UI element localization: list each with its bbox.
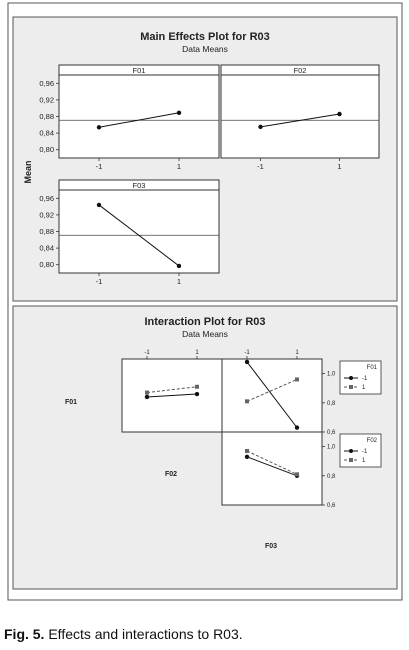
factor-label-f01: F01	[64, 399, 78, 406]
main-effects-panel-f03	[39, 180, 219, 286]
data-point	[145, 395, 149, 399]
data-point	[245, 455, 249, 459]
main-effects-subtitle: Data Means	[182, 44, 228, 54]
interaction-title: Interaction Plot for R03	[144, 316, 266, 328]
interaction-background	[13, 306, 397, 589]
y-tick-label: 0,8	[327, 400, 336, 407]
legend-marker	[349, 385, 353, 389]
interaction-panel-1	[122, 350, 222, 432]
panel-frame	[59, 65, 219, 158]
legend-f01	[340, 361, 381, 394]
y-tick-label: 1,0	[327, 444, 336, 451]
data-point	[195, 392, 199, 396]
data-point	[97, 125, 101, 129]
panel-strip-label: F02	[293, 66, 307, 75]
y-tick-label: 0,96	[39, 78, 54, 88]
interaction-subtitle: Data Means	[182, 329, 228, 339]
legend-title: F02	[366, 438, 377, 444]
panel-frame	[59, 180, 219, 273]
data-point	[195, 385, 199, 389]
legend-marker	[349, 449, 353, 453]
figure-caption	[4, 626, 243, 642]
y-tick-label: 0,6	[327, 503, 336, 509]
main-effects-title: Main Effects Plot for R03	[140, 31, 270, 43]
data-point	[177, 111, 181, 115]
legend-entry-label: 1	[362, 385, 366, 391]
y-tick-label: 0,96	[39, 193, 54, 203]
factor-label-f02: F02	[164, 471, 178, 478]
data-point	[97, 203, 101, 207]
legend-entry-label: -1	[362, 449, 368, 455]
legend-entry-label: -1	[362, 376, 368, 382]
caption-text: Effects and interactions to R03.	[48, 626, 243, 642]
legend-marker	[349, 458, 353, 462]
data-point	[295, 472, 299, 476]
y-tick-label: 0,8	[327, 473, 336, 480]
x-tick-label: -1	[95, 162, 103, 171]
x-tick-label: -1	[244, 350, 250, 356]
panel-strip-label: F03	[132, 181, 146, 190]
data-point	[295, 425, 299, 429]
legend-marker	[349, 376, 353, 380]
panel-frame	[222, 432, 322, 505]
panel-frame	[221, 65, 379, 158]
y-tick-label: 0,92	[39, 210, 54, 220]
x-tick-label: -1	[95, 277, 103, 286]
data-point	[295, 377, 299, 381]
main-effects-panel-f02	[221, 65, 379, 171]
x-tick-label: 1	[295, 350, 299, 356]
data-point	[258, 125, 262, 129]
factor-label-f03: F03	[264, 543, 278, 550]
y-tick-label: 0,80	[39, 260, 54, 270]
y-tick-label: 0,88	[39, 227, 54, 236]
main-effects-ylabel: Mean	[23, 160, 33, 184]
data-point	[337, 112, 341, 116]
x-tick-label: -1	[257, 162, 264, 171]
x-tick-label: 1	[337, 162, 342, 171]
panel-strip-label: F01	[132, 66, 146, 75]
data-point	[177, 264, 181, 268]
interaction-panel-3	[222, 432, 336, 509]
y-tick-label: 0,80	[39, 145, 54, 155]
y-tick-label: 0,84	[39, 128, 54, 138]
legend-entry-label: 1	[362, 458, 366, 464]
y-tick-label: 1,0	[327, 371, 336, 378]
main-effects-panel-f01	[39, 65, 219, 171]
data-point	[245, 360, 249, 364]
x-tick-label: -1	[144, 350, 150, 356]
x-tick-label: 1	[195, 350, 199, 356]
caption-label: Fig. 5.	[4, 626, 45, 642]
legend-f02	[340, 434, 381, 467]
legend-title: F01	[366, 365, 377, 371]
data-point	[245, 449, 249, 453]
x-tick-label: 1	[176, 162, 182, 171]
y-tick-label: 0,92	[39, 95, 54, 105]
data-point	[145, 391, 149, 395]
y-tick-label: 0,6	[327, 430, 336, 436]
data-point	[245, 399, 249, 403]
x-tick-label: 1	[176, 277, 182, 286]
y-tick-label: 0,88	[39, 112, 54, 121]
y-tick-label: 0,84	[39, 243, 54, 253]
interaction-panel-2	[222, 350, 336, 436]
